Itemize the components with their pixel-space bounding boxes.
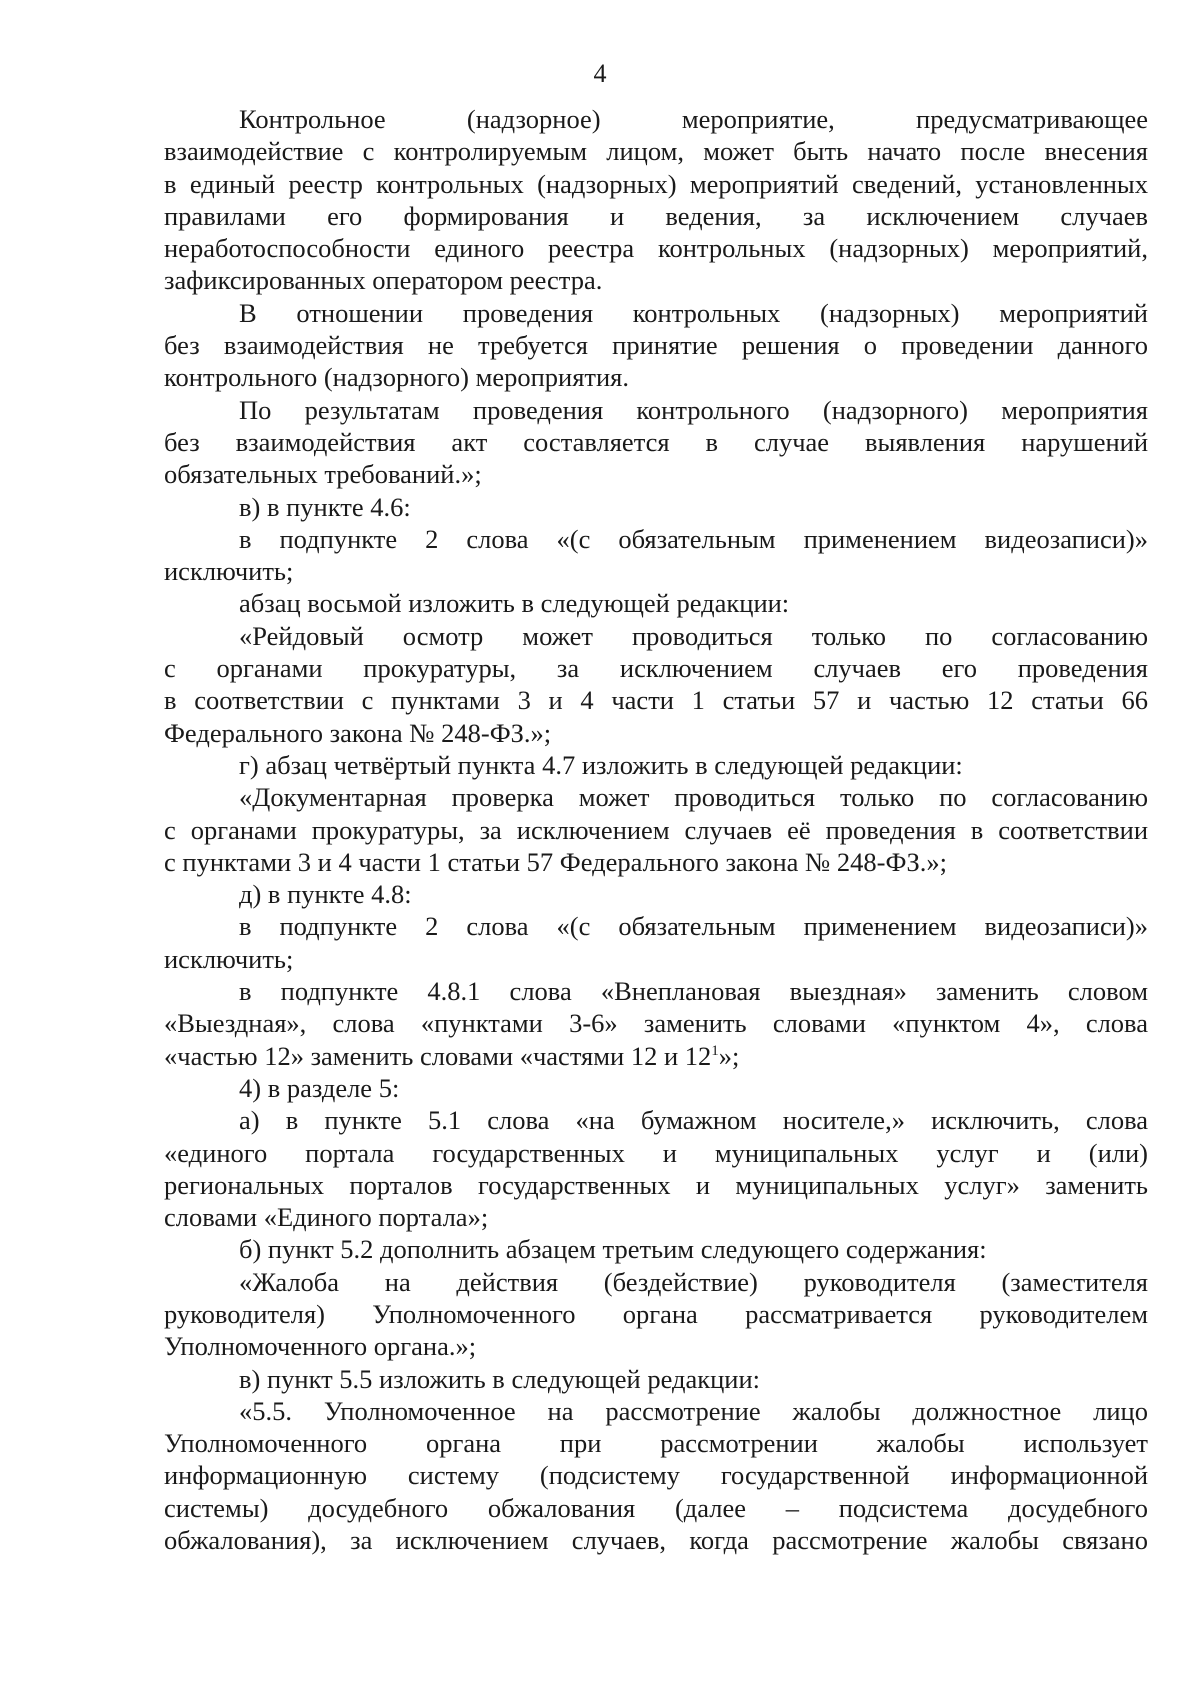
text-line: с пунктами 3 и 4 части 1 статьи 57 Федерального закона № 248-ФЗ.»;	[164, 846, 947, 877]
text-line: в подпункте 2 слова «(с обязательным применением видеозаписи)»	[239, 523, 1148, 554]
paragraph	[164, 1104, 1148, 1233]
document-body	[164, 103, 1148, 1556]
paragraph	[164, 1266, 1148, 1363]
paragraph	[164, 1395, 1148, 1556]
text-line: региональных порталов государственных и муниципальных услуг» заменить	[164, 1169, 1148, 1200]
text-line: Контрольное (надзорное) мероприятие, предусматривающее	[239, 104, 1148, 134]
text-line: исключить;	[164, 943, 294, 974]
text-line: в) пункт 5.5 изложить в следующей редакции:	[239, 1363, 761, 1394]
text-line: в подпункте 2 слова «(с обязательным применением видеозаписи)»	[239, 911, 1148, 942]
text-line: Федерального закона № 248-ФЗ.»;	[164, 717, 552, 748]
text-line: Уполномоченного органа.»;	[164, 1331, 477, 1362]
paragraph	[164, 491, 1148, 523]
text-line: «Рейдовый осмотр может проводиться только по согласованию	[239, 620, 1148, 651]
text-line: зафиксированных оператором реестра.	[164, 265, 603, 296]
text-line: «Жалоба на действия (бездействие) руководителя (заместителя	[239, 1266, 1148, 1297]
text-line: «5.5. Уполномоченное на рассмотрение жалобы должностное лицо	[239, 1395, 1148, 1426]
text-line: а) в пункте 5.1 слова «на бумажном носителе,» исключить, слова	[239, 1105, 1148, 1136]
text-line: контрольного (надзорного) мероприятия.	[164, 362, 629, 393]
paragraph	[164, 523, 1148, 588]
paragraph	[164, 394, 1148, 491]
paragraph	[164, 878, 1148, 910]
text-line: в) в пункте 4.6:	[239, 491, 411, 522]
text-line: исключить;	[164, 556, 294, 587]
superscript: 1	[711, 1042, 719, 1059]
text-line: информационную систему (подсистему государственной информационной	[164, 1460, 1148, 1491]
text-line: 4) в разделе 5:	[239, 1072, 400, 1103]
text-line: «Выездная», слова «пунктами 3-6» заменить словами «пунктом 4», слова	[164, 1008, 1148, 1039]
paragraph	[164, 297, 1148, 394]
paragraph	[164, 1072, 1148, 1104]
text-line: обжалования), за исключением случаев, когда рассмотрение жалобы связано	[164, 1525, 1148, 1556]
text-line: г) абзац четвёртый пункта 4.7 изложить в следующей редакции:	[239, 749, 963, 780]
text-line: с органами прокуратуры, за исключением случаев её проведения в соответствии	[164, 814, 1148, 845]
paragraph	[164, 1233, 1148, 1265]
text-line: словами «Единого портала»;	[164, 1202, 489, 1233]
text-line: руководителя) Уполномоченного органа рассматривается руководителем	[164, 1298, 1148, 1329]
text-line: д) в пункте 4.8:	[239, 879, 412, 910]
paragraph	[164, 781, 1148, 878]
text-line: б) пункт 5.2 дополнить абзацем третьим следующего содержания:	[239, 1234, 987, 1265]
text-line: в подпункте 4.8.1 слова «Внеплановая выездная» заменить словом	[239, 976, 1148, 1007]
text-line: Уполномоченного органа при рассмотрении жалобы использует	[164, 1428, 1148, 1459]
text-line: без взаимодействия не требуется принятие решения о проведении данного	[164, 330, 1148, 361]
paragraph	[164, 749, 1148, 781]
text-line: системы) досудебного обжалования (далее – подсистема досудебного	[164, 1492, 1148, 1523]
page-number: 4	[593, 59, 607, 88]
paragraph	[164, 910, 1148, 975]
text-line: обязательных требований.»;	[164, 459, 482, 490]
paragraph	[164, 975, 1148, 1072]
text-line	[164, 1040, 1148, 1072]
text-line: По результатам проведения контрольного (надзорного) мероприятия	[239, 394, 1148, 425]
text-line: без взаимодействия акт составляется в случае выявления нарушений	[164, 426, 1148, 457]
text-line: абзац восьмой изложить в следующей редакции:	[239, 588, 790, 619]
text-fragment: «частью 12» заменить словами «частями 12 и 12	[164, 1040, 712, 1071]
text-line: в соответствии с пунктами 3 и 4 части 1 статьи 57 и частью 12 статьи 66	[164, 685, 1148, 716]
text-fragment: »;	[718, 1040, 740, 1071]
paragraph	[164, 103, 1148, 297]
text-line: с органами прокуратуры, за исключением случаев его проведения	[164, 653, 1148, 684]
text-line: В отношении проведения контрольных (надзорных) мероприятий	[239, 297, 1148, 328]
text-line: неработоспособности единого реестра контрольных (надзорных) мероприятий,	[164, 233, 1148, 264]
paragraph	[164, 620, 1148, 749]
paragraph	[164, 1363, 1148, 1395]
text-line: в единый реестр контрольных (надзорных) мероприятий сведений, установленных	[164, 168, 1148, 199]
text-line: «Документарная проверка может проводиться только по согласованию	[239, 782, 1148, 813]
paragraph	[164, 587, 1148, 619]
text-line: взаимодействие с контролируемым лицом, может быть начато после внесения	[164, 136, 1148, 167]
text-line: «единого портала государственных и муниципальных услуг и (или)	[164, 1137, 1148, 1168]
text-line: правилами его формирования и ведения, за исключением случаев	[164, 200, 1148, 231]
